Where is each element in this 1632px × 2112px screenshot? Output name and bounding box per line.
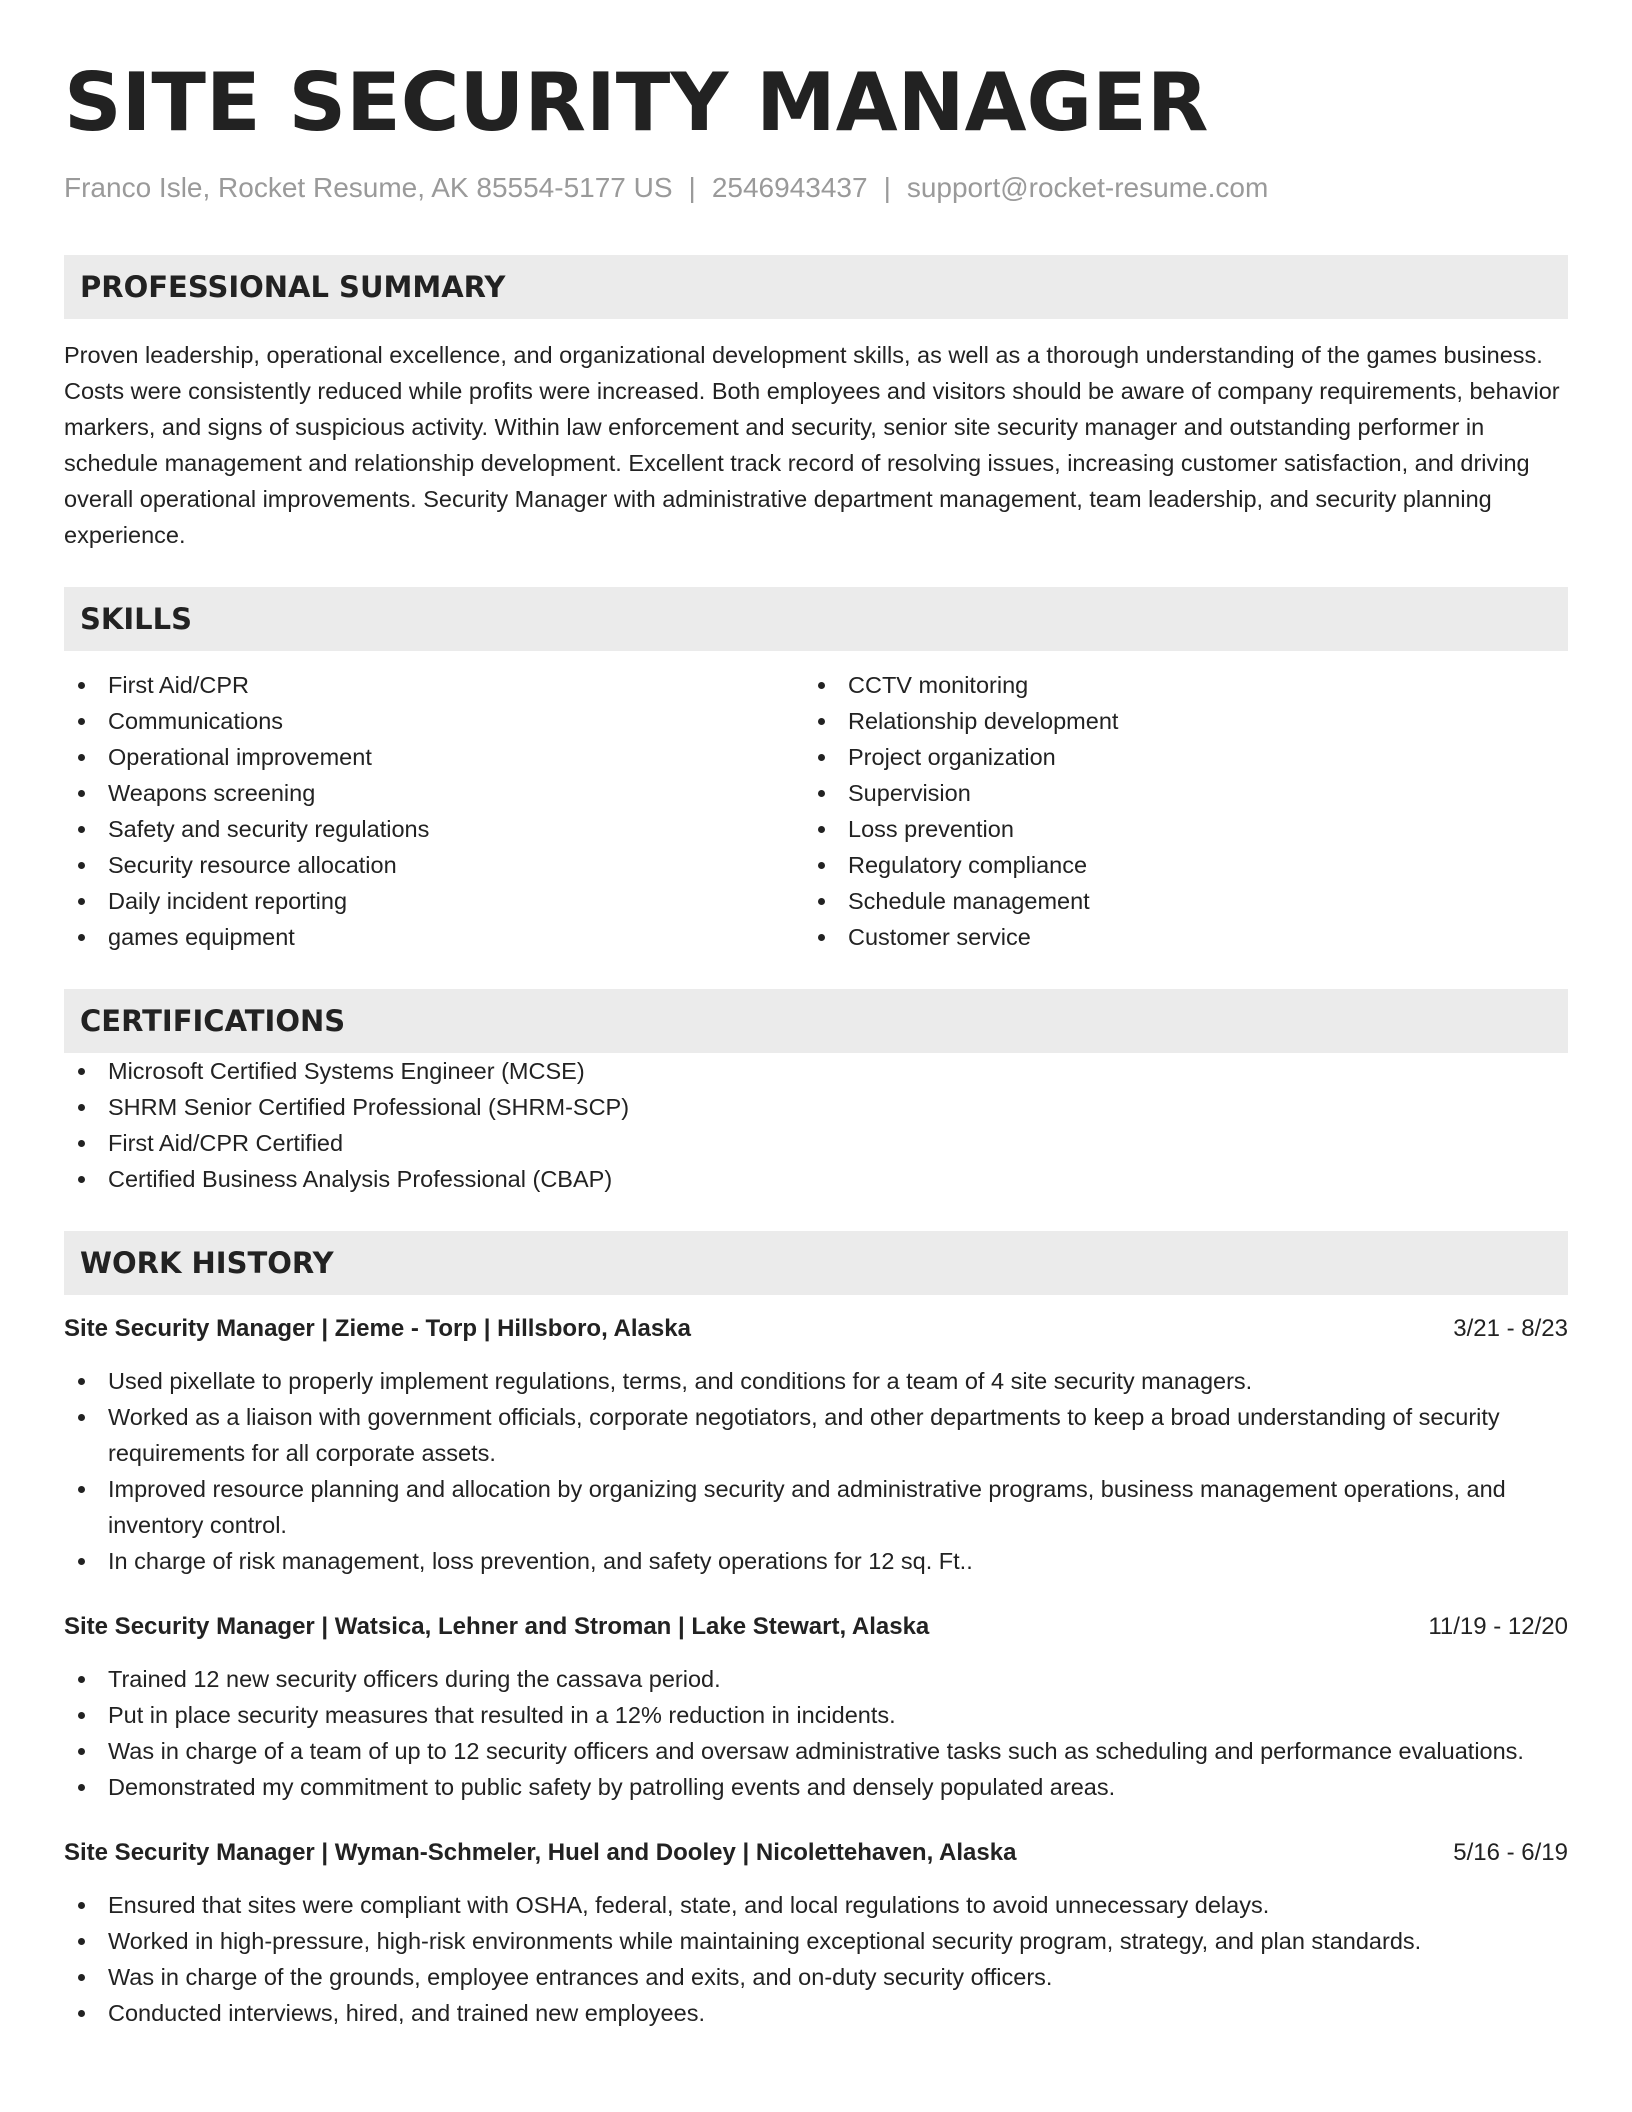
certification-item: Microsoft Certified Systems Engineer (MCSE) <box>64 1053 1568 1089</box>
job-dates: 5/16 - 6/19 <box>1453 1839 1568 1866</box>
job-title: Site Security Manager | Wyman-Schmeler, Huel and Dooley | Nicolettehaven, Alaska <box>64 1839 1017 1866</box>
job-bullet: In charge of risk management, loss prevention, and safety operations for 12 sq. Ft.. <box>64 1543 1568 1579</box>
resume-name: SITE SECURITY MANAGER <box>64 56 1209 149</box>
summary-text: Proven leadership, operational excellence, and organizational development skills, as well as a thorough understanding of the games business. Costs were consistently reduced while profits were increased. Both employees and visitors should be aware of company requirements, behavior markers, and signs of suspicious activity. Within law enforcement and security, senior site security manager and outstanding performer in schedule management and relationship development. Excellent track record of resolving issues, increasing customer satisfaction, and driving overall operational improvements. Security Manager with administrative department management, team leadership, and security planning experience. <box>64 342 1560 548</box>
skill-item: Relationship development <box>804 703 1544 739</box>
certification-item: SHRM Senior Certified Professional (SHRM-SCP) <box>64 1089 1568 1125</box>
section-header-certifications: CERTIFICATIONS <box>64 989 1568 1053</box>
certification-item: Certified Business Analysis Professional (CBAP) <box>64 1161 1568 1197</box>
job-bullets <box>64 1661 1568 1805</box>
job-entry <box>64 1835 1568 2031</box>
job-header <box>64 1835 1568 1871</box>
job-bullet: Worked as a liaison with government officials, corporate negotiators, and other departments to keep a broad understanding of security requirements for all corporate assets. <box>64 1399 1568 1471</box>
contact-address: Franco Isle, Rocket Resume, AK 85554-5177 US <box>64 172 673 203</box>
job-bullets <box>64 1887 1568 2031</box>
skill-item: Supervision <box>804 775 1544 811</box>
skill-item: Project organization <box>804 739 1544 775</box>
section-header-summary: PROFESSIONAL SUMMARY <box>64 255 1568 319</box>
skill-item: Customer service <box>804 919 1544 955</box>
job-header <box>64 1609 1568 1645</box>
skill-item: Communications <box>64 703 804 739</box>
skill-item: Weapons screening <box>64 775 804 811</box>
job-title: Site Security Manager | Zieme - Torp | Hillsboro, Alaska <box>64 1315 691 1342</box>
job-bullets <box>64 1363 1568 1579</box>
skill-item: Safety and security regulations <box>64 811 804 847</box>
job-entry <box>64 1311 1568 1579</box>
section-header-work-history: WORK HISTORY <box>64 1231 1568 1295</box>
job-bullet: Worked in high-pressure, high-risk environments while maintaining exceptional security program, strategy, and plan standards. <box>64 1923 1568 1959</box>
job-bullet: Improved resource planning and allocation by organizing security and administrative programs, business management operations, and inventory control. <box>64 1471 1568 1543</box>
skill-item: Daily incident reporting <box>64 883 804 919</box>
skill-item: Operational improvement <box>64 739 804 775</box>
job-dates: 11/19 - 12/20 <box>1428 1613 1568 1640</box>
skill-item: games equipment <box>64 919 804 955</box>
section-header-skills: SKILLS <box>64 587 1568 651</box>
contact-email: support@rocket-resume.com <box>906 172 1269 203</box>
skills-column-left <box>64 667 804 955</box>
skill-item: First Aid/CPR <box>64 667 804 703</box>
skill-item: CCTV monitoring <box>804 667 1544 703</box>
contact-phone: 2546943437 <box>711 172 868 203</box>
job-bullet: Was in charge of a team of up to 12 security officers and oversaw administrative tasks such as scheduling and performance evaluations. <box>64 1733 1568 1769</box>
skill-item: Loss prevention <box>804 811 1544 847</box>
skill-item: Regulatory compliance <box>804 847 1544 883</box>
job-bullet: Put in place security measures that resulted in a 12% reduction in incidents. <box>64 1697 1568 1733</box>
job-bullet: Demonstrated my commitment to public safety by patrolling events and densely populated areas. <box>64 1769 1568 1805</box>
job-bullet: Ensured that sites were compliant with OSHA, federal, state, and local regulations to avoid unnecessary delays. <box>64 1887 1568 1923</box>
job-header <box>64 1311 1568 1347</box>
contact-separator: | <box>688 172 696 203</box>
certifications-list <box>64 1053 1568 1197</box>
job-bullet: Conducted interviews, hired, and trained new employees. <box>64 1995 1568 2031</box>
skills-column-right <box>804 667 1544 955</box>
job-dates: 3/21 - 8/23 <box>1453 1315 1568 1342</box>
certification-item: First Aid/CPR Certified <box>64 1125 1568 1161</box>
skill-item: Schedule management <box>804 883 1544 919</box>
skill-item: Security resource allocation <box>64 847 804 883</box>
skills-list <box>64 667 1568 955</box>
job-entry <box>64 1609 1568 1805</box>
job-bullet: Used pixellate to properly implement regulations, terms, and conditions for a team of 4 site security managers. <box>64 1363 1568 1399</box>
job-title: Site Security Manager | Watsica, Lehner and Stroman | Lake Stewart, Alaska <box>64 1613 930 1640</box>
contact-line <box>64 168 1568 208</box>
contact-separator: | <box>883 172 891 203</box>
job-bullet: Trained 12 new security officers during the cassava period. <box>64 1661 1568 1697</box>
job-bullet: Was in charge of the grounds, employee entrances and exits, and on-duty security officers. <box>64 1959 1568 1995</box>
